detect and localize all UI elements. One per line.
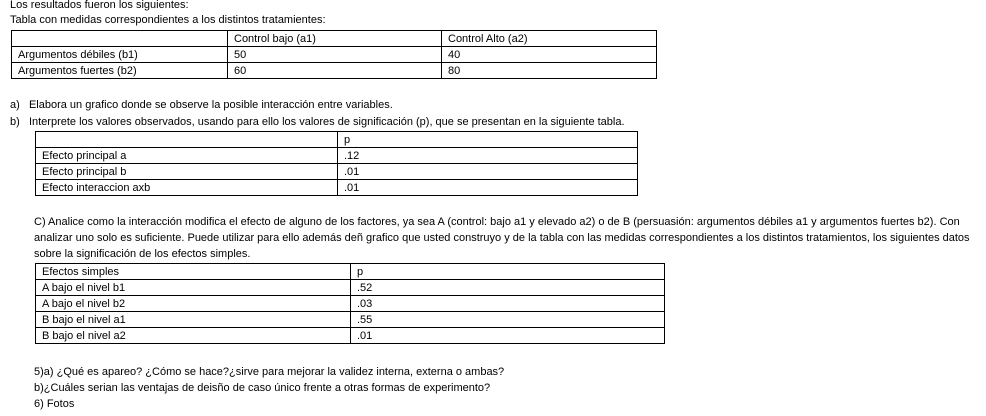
table-row [36, 148, 638, 164]
table-cell: .12 [338, 148, 638, 164]
table-cell: .01 [351, 328, 665, 344]
table-cell: .01 [338, 164, 638, 180]
table-row [36, 180, 638, 196]
table-header-cell: Control bajo (a1) [228, 31, 442, 47]
table-row [36, 328, 665, 344]
question-5b: b)¿Cuáles serian las ventajas de deisño de caso único frente a otras formas de experimento? [34, 382, 491, 394]
question-5a: 5)a) ¿Qué es apareo? ¿Cómo se hace?¿sirve para mejorar la validez interna, externa o ambas? [34, 366, 505, 378]
table-header-row [36, 264, 665, 280]
simple-effects-table [35, 263, 665, 344]
table-cell: 80 [442, 63, 657, 79]
table-row [12, 47, 657, 63]
table-row [12, 63, 657, 79]
intro-line-1: Los resultados fueron los siguientes: [10, 0, 189, 11]
question-b: b) Interprete los valores observados, usando para ello los valores de significación (p), que se presentan en la siguiente tabla. [10, 116, 625, 128]
table-cell: .52 [351, 280, 665, 296]
significance-table [35, 131, 638, 196]
table-header-row [36, 132, 638, 148]
table-cell: B bajo el nivel a2 [36, 328, 351, 344]
question-c-paragraph: C) Analice como la interacción modifica el efecto de alguno de los factores, ya sea A (control: bajo a1 y elevado a2) o de B (persuasión: argumentos débiles a1 y argumentos fuertes b2). Con analizar uno solo es suficiente. Puede utilizar para ello además deñ grafico que usted construyo y de la tabla con las medidas correspondientes a los distintos tratamientos, los siguientes datos sobre la significación de los efectos simples. [34, 216, 970, 260]
table-cell: Argumentos débiles (b1) [12, 47, 228, 63]
table-cell: A bajo el nivel b2 [36, 296, 351, 312]
treatment-measures-table [11, 30, 657, 79]
intro-line-2: Tabla con medidas correspondientes a los distintos tratamientes: [10, 14, 326, 26]
table-header-cell: p [338, 132, 638, 148]
question-a: a) Elabora un grafico donde se observe la posible interacción entre variables. [10, 99, 393, 111]
table-cell: Efecto principal a [36, 148, 338, 164]
table-row [36, 312, 665, 328]
table-cell: A bajo el nivel b1 [36, 280, 351, 296]
table-header-row [12, 31, 657, 47]
table-cell: .03 [351, 296, 665, 312]
table-cell: 40 [442, 47, 657, 63]
table-cell: .01 [338, 180, 638, 196]
table-cell: B bajo el nivel a1 [36, 312, 351, 328]
table-cell: 50 [228, 47, 442, 63]
question-6: 6) Fotos [34, 398, 75, 410]
table-row [36, 280, 665, 296]
table-cell: Argumentos fuertes (b2) [12, 63, 228, 79]
table-cell: Efecto principal b [36, 164, 338, 180]
table-header-cell: Efectos simples [36, 264, 351, 280]
table-header-cell [12, 31, 228, 47]
table-header-cell [36, 132, 338, 148]
table-cell: 60 [228, 63, 442, 79]
table-row [36, 164, 638, 180]
table-cell: Efecto interaccion axb [36, 180, 338, 196]
table-header-cell: p [351, 264, 665, 280]
table-header-cell: Control Alto (a2) [442, 31, 657, 47]
table-cell: .55 [351, 312, 665, 328]
table-row [36, 296, 665, 312]
